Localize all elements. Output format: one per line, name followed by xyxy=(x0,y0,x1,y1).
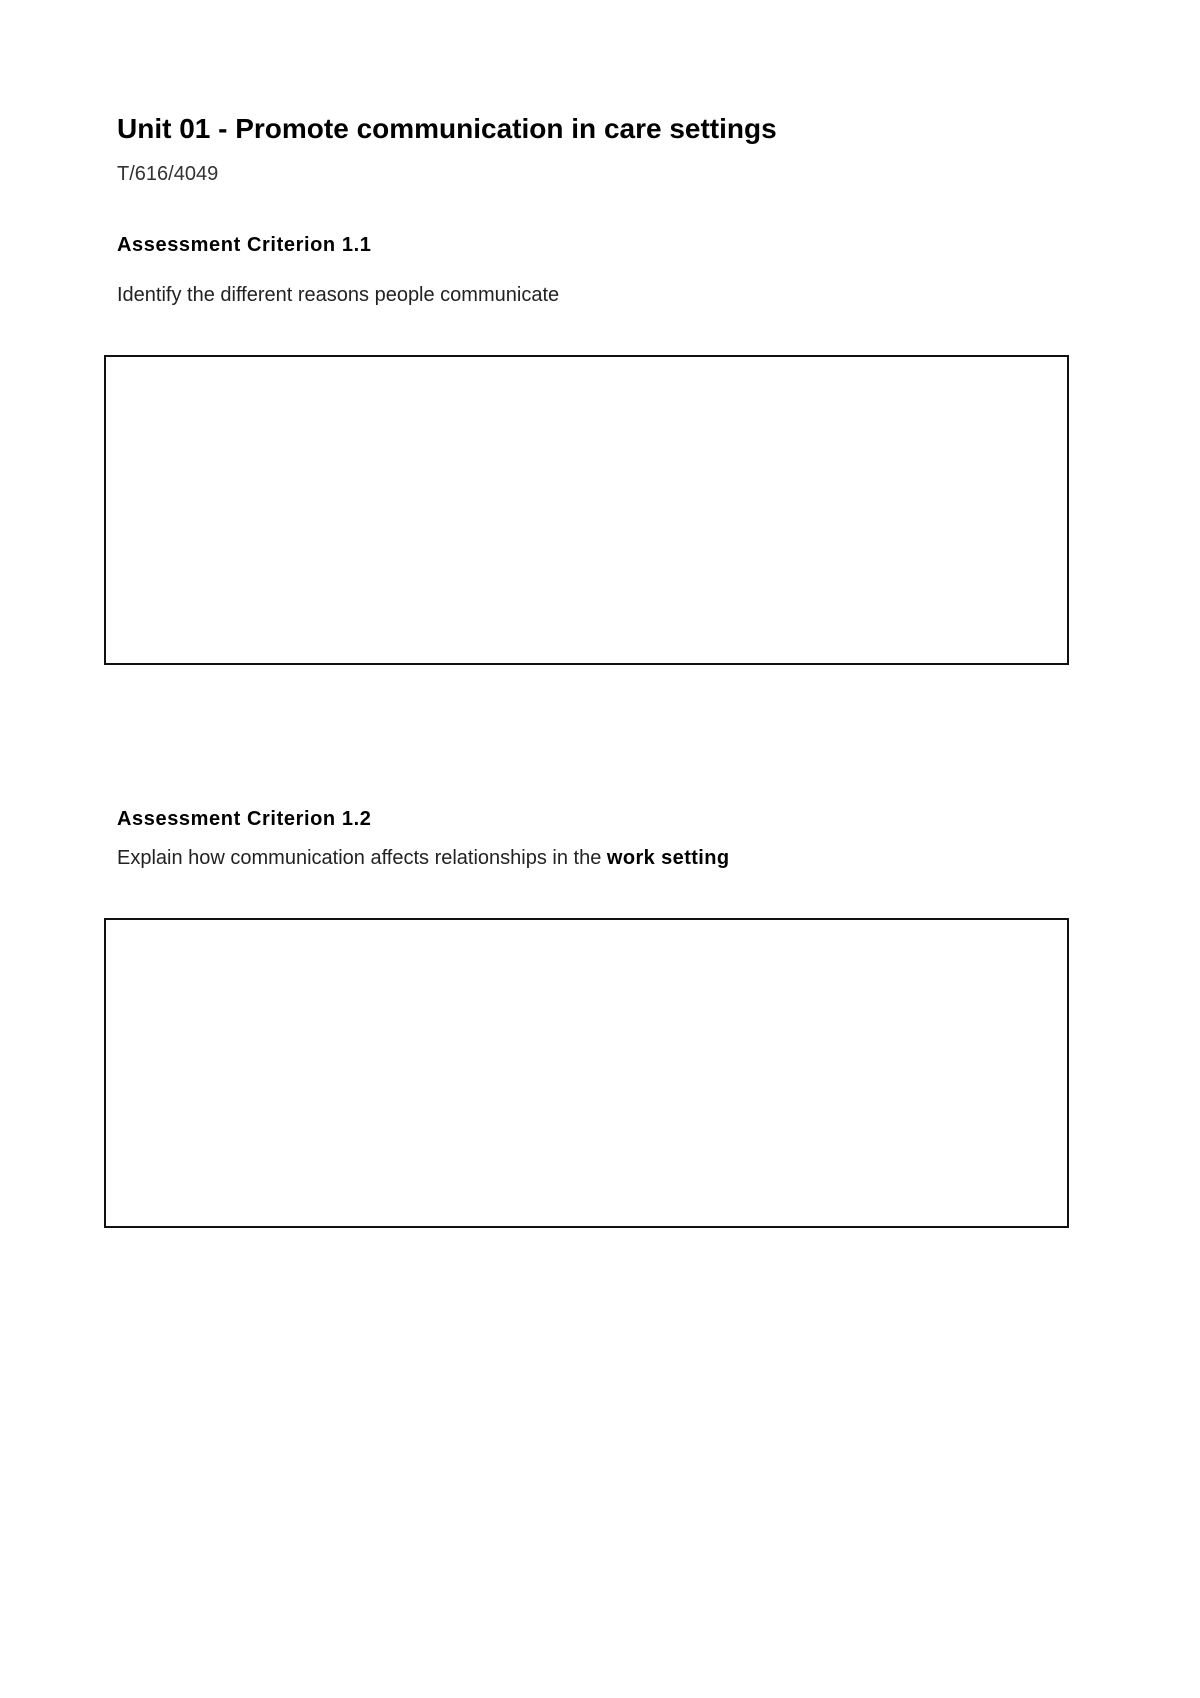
answer-box-1-1[interactable] xyxy=(104,355,1069,665)
unit-code: T/616/4049 xyxy=(117,163,219,185)
criterion-text-1-2-emphasis: work setting xyxy=(606,847,730,869)
unit-title: Unit 01 - Promote communication in care settings xyxy=(117,113,777,144)
criterion-text-1-2 xyxy=(117,847,730,870)
criterion-heading-1-2: Assessment Criterion 1.2 xyxy=(117,808,372,830)
answer-box-1-2[interactable] xyxy=(104,918,1069,1228)
criterion-text-1-1: Identify the different reasons people communicate xyxy=(117,284,560,306)
answer-input-1-2[interactable] xyxy=(106,920,1067,1226)
criterion-text-1-2-prefix: Explain how communication affects relationships in the xyxy=(117,847,607,869)
criterion-heading-1-1: Assessment Criterion 1.1 xyxy=(117,234,372,256)
answer-input-1-1[interactable] xyxy=(106,357,1067,663)
